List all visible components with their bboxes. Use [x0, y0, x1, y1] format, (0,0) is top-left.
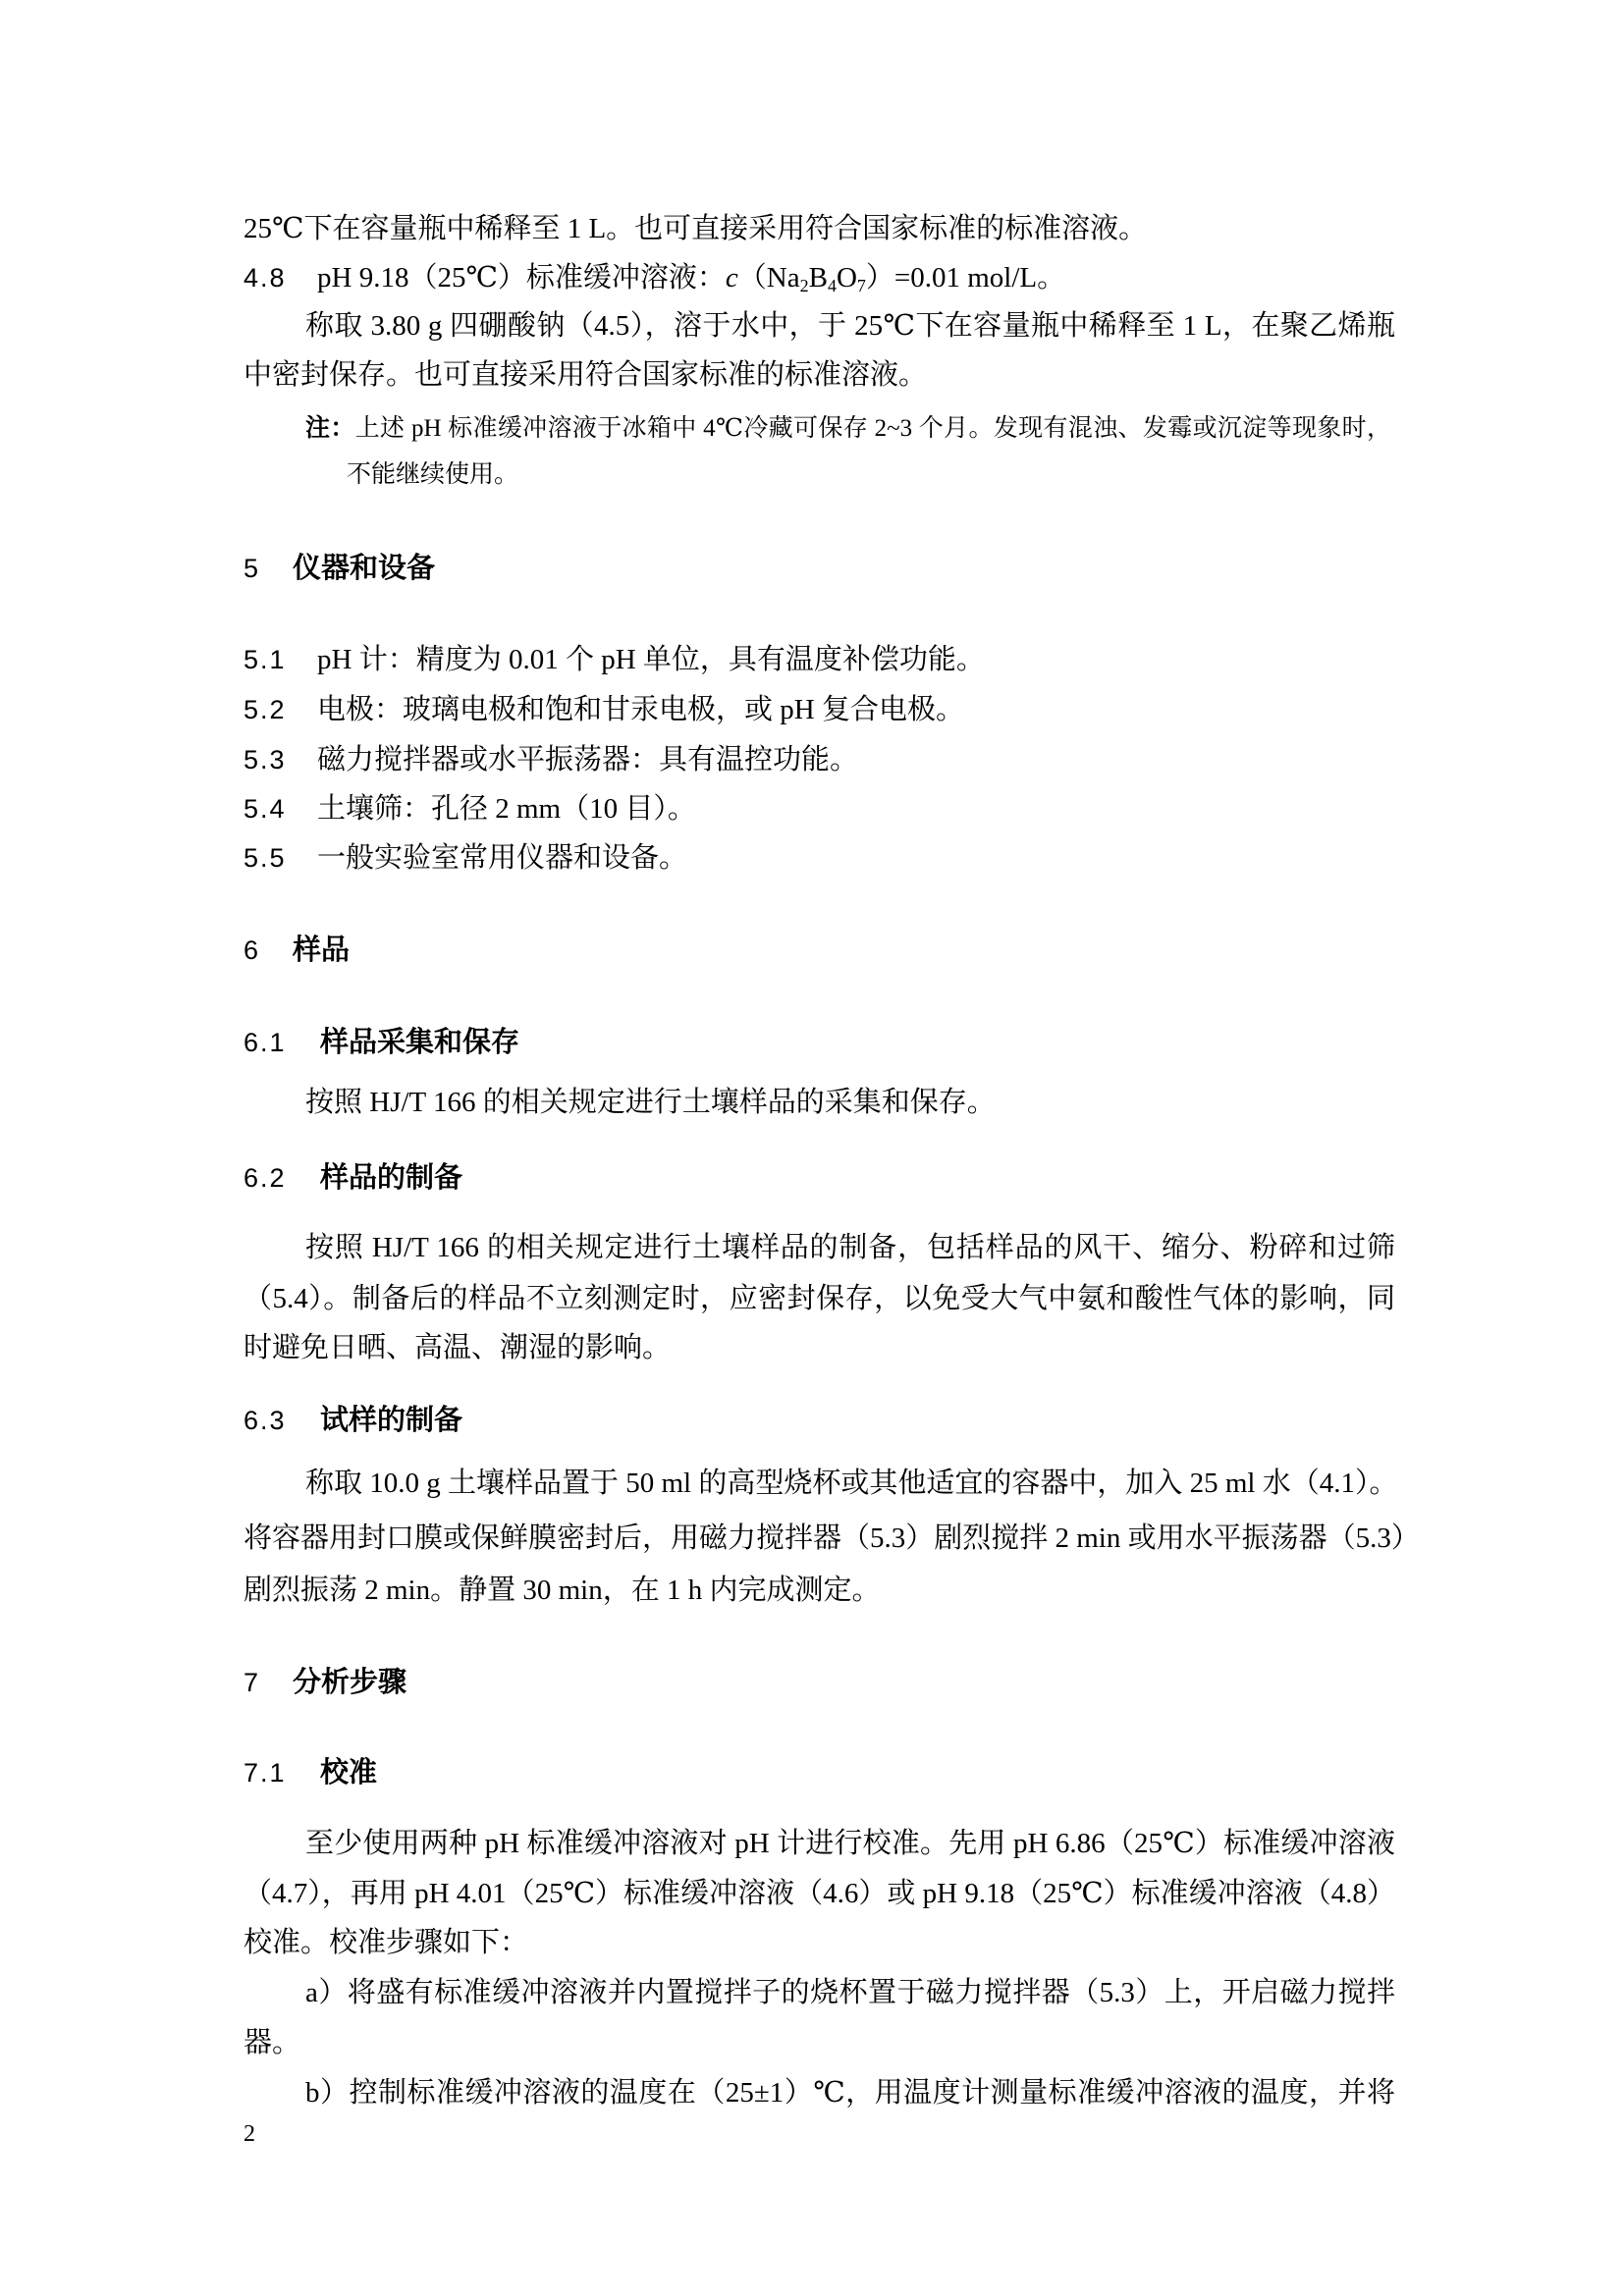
- paragraph-line: 称取 3.80 g 四硼酸钠（4.5），溶于水中，于 25℃下在容量瓶中稀释至 1 L，在聚乙烯瓶: [305, 310, 1395, 342]
- note-line: 不能继续使用。: [347, 461, 519, 488]
- clause-number: 5.3: [244, 745, 287, 774]
- step-line: b）控制标准缓冲溶液的温度在（25±1）℃，用温度计测量标准缓冲溶液的温度，并将: [305, 2077, 1395, 2109]
- clause-number: 5.1: [244, 645, 287, 674]
- paragraph-line: 按照 HJ/T 166 的相关规定进行土壤样品的制备，包括样品的风干、缩分、粉碎和过筛: [305, 1232, 1395, 1263]
- clause-item: [244, 744, 858, 775]
- subsection-number: 6.3: [244, 1406, 287, 1435]
- paragraph-line: 25℃下在容量瓶中稀释至 1 L。也可直接采用符合国家标准的标准溶液。: [244, 213, 1148, 244]
- clause-number: 5.4: [244, 794, 287, 824]
- formula-subscript: 7: [856, 276, 866, 295]
- paragraph-line: 称取 10.0 g 土壤样品置于 50 ml 的高型烧杯或其他适宜的容器中，加入 25 ml 水（4.1）。: [305, 1468, 1398, 1499]
- clause-number: 5.5: [244, 843, 287, 873]
- section-title: 仪器和设备: [293, 553, 436, 584]
- subsection-title: 校准: [320, 1757, 378, 1789]
- paragraph-line: 至少使用两种 pH 标准缓冲溶液对 pH 计进行校准。先用 pH 6.86（25℃）标准缓冲溶液: [305, 1828, 1395, 1859]
- clause-text: 电极：玻璃电极和饱和甘汞电极，或 pH 复合电极。: [317, 694, 964, 725]
- clause-item: [244, 694, 964, 725]
- clause-lead: pH 9.18（25℃）标准缓冲溶液：: [317, 262, 726, 294]
- section-heading: [244, 1667, 406, 1698]
- note-line: [305, 414, 1391, 443]
- formula-part: （Na: [737, 262, 800, 294]
- section-heading: [244, 553, 435, 584]
- paragraph-line: 时避免日晒、高温、潮湿的影响。: [244, 1332, 672, 1363]
- clause-item: [244, 842, 687, 874]
- section-number: 5: [244, 554, 261, 583]
- formula-variable: c: [725, 262, 738, 294]
- section-number: 6: [244, 935, 261, 965]
- subsection-number: 6.2: [244, 1163, 287, 1193]
- paragraph-line: 中密封保存。也可直接采用符合国家标准的标准溶液。: [244, 359, 928, 391]
- subsection-heading: [244, 1027, 519, 1058]
- clause-number: 5.2: [244, 695, 287, 724]
- paragraph-line: （5.4）。制备后的样品不立刻测定时，应密封保存，以免受大气中氨和酸性气体的影响，同: [244, 1283, 1395, 1314]
- formula-part: ）=0.01 mol/L。: [865, 262, 1066, 294]
- section-title: 分析步骤: [293, 1667, 407, 1698]
- note-text: 上述 pH 标准缓冲溶液于冰箱中 4℃冷藏可保存 2~3 个月。发现有混浊、发霉或沉淀等现象时，: [354, 415, 1391, 442]
- clause-text: pH 计：精度为 0.01 个 pH 单位，具有温度补偿功能。: [317, 644, 985, 675]
- subsection-number: 6.1: [244, 1028, 287, 1057]
- note-label: 注：: [305, 414, 355, 442]
- subsection-title: 样品的制备: [320, 1162, 463, 1194]
- subsection-heading: [244, 1405, 462, 1436]
- clause-text: 土壤筛：孔径 2 mm（10 目）。: [317, 793, 696, 825]
- page-number: 2: [244, 2121, 255, 2147]
- subsection-number: 7.1: [244, 1758, 287, 1788]
- step-line: 器。: [244, 2027, 301, 2058]
- formula-subscript: 4: [827, 276, 837, 295]
- paragraph-line: 将容器用封口膜或保鲜膜密封后，用磁力搅拌器（5.3）剧烈搅拌 2 min 或用水平振荡器（5.3）: [244, 1522, 1420, 1554]
- paragraph-line: 按照 HJ/T 166 的相关规定进行土壤样品的采集和保存。: [305, 1087, 996, 1118]
- formula-part: O: [836, 262, 857, 294]
- paragraph-line: 剧烈振荡 2 min。静置 30 min，在 1 h 内完成测定。: [244, 1575, 881, 1606]
- formula-subscript: 2: [799, 276, 809, 295]
- clause-text: 磁力搅拌器或水平振荡器：具有温控功能。: [317, 744, 859, 775]
- subsection-heading: [244, 1757, 377, 1789]
- section-heading: [244, 934, 350, 966]
- clause-number: 4.8: [244, 263, 287, 293]
- subsection-title: 样品采集和保存: [320, 1027, 520, 1058]
- subsection-heading: [244, 1162, 462, 1194]
- section-number: 7: [244, 1668, 261, 1697]
- clause-4-8: [244, 262, 1065, 294]
- subsection-title: 试样的制备: [320, 1405, 463, 1436]
- section-title: 样品: [293, 934, 351, 966]
- formula-part: B: [808, 262, 828, 294]
- paragraph-line: 校准。校准步骤如下：: [244, 1927, 529, 1958]
- paragraph-line: （4.7），再用 pH 4.01（25℃）标准缓冲溶液（4.6）或 pH 9.18（25℃）标准缓冲溶液（4.8）: [244, 1878, 1395, 1909]
- step-line: a）将盛有标准缓冲溶液并内置搅拌子的烧杯置于磁力搅拌器（5.3）上，开启磁力搅拌: [305, 1977, 1395, 2008]
- clause-text: 一般实验室常用仪器和设备。: [317, 842, 688, 874]
- clause-item: [244, 793, 696, 825]
- clause-item: [244, 644, 985, 675]
